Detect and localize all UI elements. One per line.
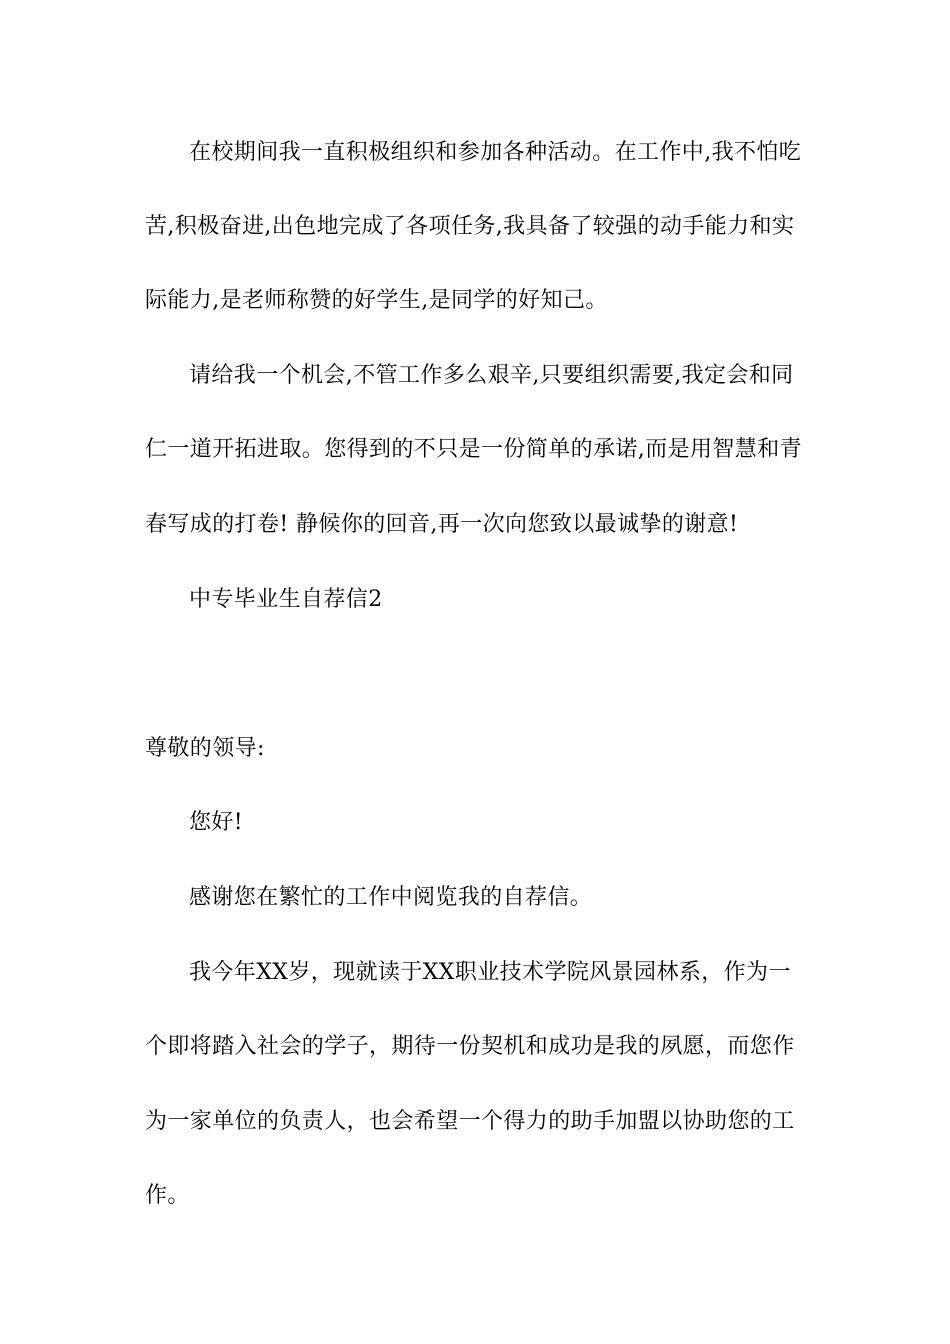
salutation: 尊敬的领导:	[145, 736, 265, 761]
paragraph-line-4: 请给我一个机会,不管工作多么艰辛,只要组织需要,我定会和同	[189, 363, 794, 388]
greeting: 您好!	[189, 810, 244, 835]
paragraph-line-7: 感谢您在繁忙的工作中阅览我的自荐信。	[189, 885, 593, 910]
paragraph-line-9: 个即将踏入社会的学子，期待一份契机和成功是我的夙愿，而您作	[145, 1034, 795, 1059]
paragraph-line-6: 春写成的打卷! 静候你的回音,再一次向您致以最诚挚的谢意!	[145, 512, 739, 537]
paragraph-line-11: 作。	[145, 1183, 190, 1208]
section-heading: 中专毕业生自荐信2	[189, 587, 383, 612]
paragraph-line-5: 仁一道开拓进取。您得到的不只是一份简单的承诺,而是用智慧和青	[145, 437, 802, 462]
paragraph-line-10: 为一家单位的负责人，也会希望一个得力的助手加盟以协助您的工	[145, 1109, 795, 1134]
paragraph-line-1: 在校期间我一直积极组织和参加各种活动。在工作中,我不怕吃	[189, 140, 802, 165]
paragraph-line-2: 苦,积极奋进,出色地完成了各项任务,我具备了较强的动手能力和实	[145, 214, 795, 239]
paragraph-line-3: 际能力,是老师称赞的好学生,是同学的好知己。	[145, 288, 608, 313]
paragraph-line-8: 我今年XX岁，现就读于XX职业技术学院风景园林系，作为一	[189, 960, 791, 985]
